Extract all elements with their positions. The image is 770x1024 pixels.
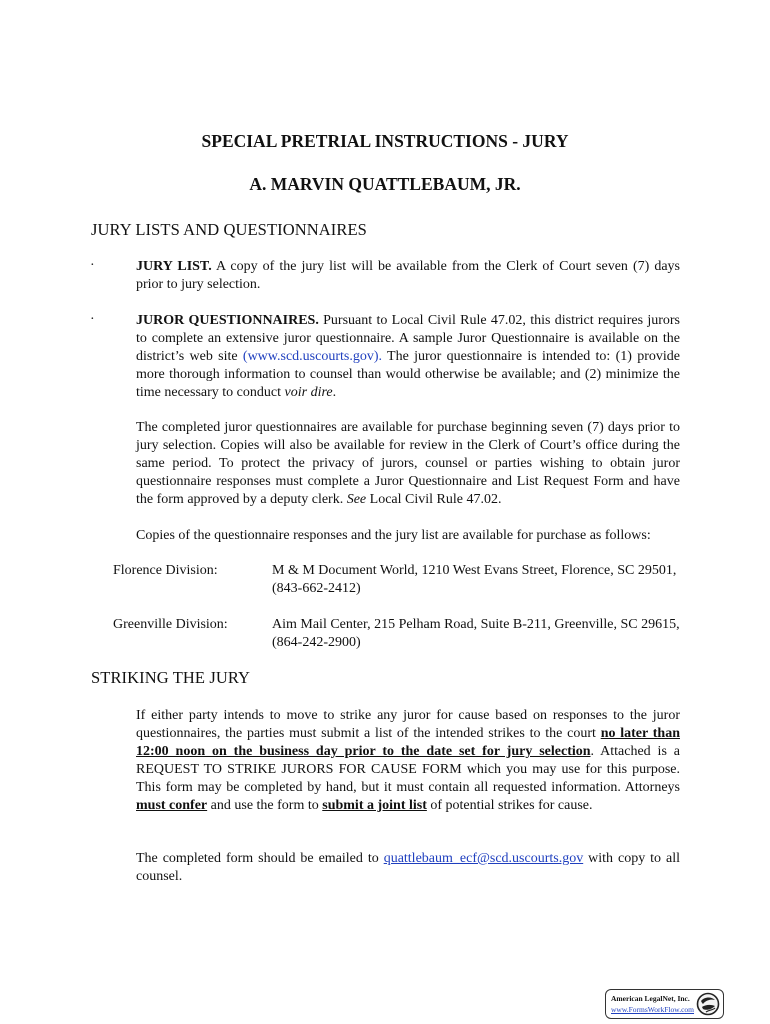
greenville-division-label: Greenville Division:	[113, 617, 228, 632]
strike-text-end: of potential strikes for cause.	[426, 798, 593, 813]
bullet-marker: ·	[90, 312, 95, 327]
copies-available-paragraph: Copies of the questionnaire responses and the jury list are available for purchase as follows:	[136, 528, 651, 543]
voir-dire-term: voir dire	[284, 385, 333, 400]
must-confer-text: must confer	[136, 798, 208, 813]
strike-instructions-paragraph	[136, 707, 680, 815]
purchase-text: The completed juror questionnaires are available for purchase beginning seven (7) days prior to jury selection. Copies will also be available for review in the Clerk of Court’s office during the same period. To protect the privacy of jurors, counsel or parties wishing to obtain juror questionnaire responses must complete a Juror Questionnaire and List Request Form and have the form approved by a deputy clerk.	[136, 420, 680, 507]
sentence-end: .	[332, 385, 337, 400]
florence-division-label: Florence Division:	[113, 563, 218, 578]
deadline-text: no later than 12:00 noon on the business day prior to the date set for jury selection	[136, 726, 680, 759]
footer-site-link[interactable]: www.FormsWorkFlow.com	[611, 1005, 695, 1014]
questionnaire-text-continued: The juror questionnaire is intended to: (1) provide more thorough information to counsel than would otherwise be available; and (2) minimize the time necessary to conduct	[136, 349, 680, 400]
judge-name: A. MARVIN QUATTLEBAUM, JR.	[249, 174, 521, 194]
rule-reference: Local Civil Rule 47.02.	[366, 492, 502, 507]
email-text-end: with copy to all counsel.	[136, 851, 680, 884]
jury-list-paragraph	[136, 258, 680, 294]
email-text: The completed form should be emailed to	[136, 851, 384, 866]
globe-logo-icon	[696, 992, 720, 1016]
court-website-link[interactable]: (www.scd.uscourts.gov).	[242, 349, 382, 364]
greenville-division-address: Aim Mail Center, 215 Pelham Road, Suite B-211, Greenville, SC 29615, (864-242-2900)	[272, 617, 680, 650]
footer-company: American LegalNet, Inc.	[611, 994, 690, 1003]
strike-form-text: . Attached is a REQUEST TO STRIKE JURORS FOR CAUSE FORM which you may use for this purpose. This form may be completed by hand, but it must contain all requested information. Attorneys	[136, 744, 680, 795]
juror-questionnaires-label: JUROR QUESTIONNAIRES.	[136, 313, 319, 328]
florence-division-address: M & M Document World, 1210 West Evans Street, Florence, SC 29501, (843-662-2412)	[272, 563, 677, 596]
section-heading-striking-jury: STRIKING THE JURY	[91, 668, 251, 687]
email-instructions-paragraph	[136, 850, 680, 886]
document-title: SPECIAL PRETRIAL INSTRUCTIONS - JURY	[201, 131, 569, 151]
juror-questionnaires-paragraph	[136, 312, 680, 402]
see-reference: See	[346, 492, 367, 507]
email-link[interactable]: quattlebaum_ecf@scd.uscourts.gov	[383, 851, 584, 866]
joint-list-text: submit a joint list	[322, 798, 427, 813]
footer-badge	[605, 989, 724, 1019]
bullet-marker: ·	[90, 258, 95, 273]
jury-list-text: A copy of the jury list will be available from the Clerk of Court seven (7) days prior to jury selection.	[136, 259, 680, 292]
jury-list-label: JURY LIST.	[136, 259, 212, 274]
section-heading-jury-lists: JURY LISTS AND QUESTIONNAIRES	[91, 220, 367, 239]
strike-text-continued: and use the form to	[207, 798, 323, 813]
questionnaire-text: Pursuant to Local Civil Rule 47.02, this district requires jurors to complete an extensive juror questionnaire. A sample Juror Questionnaire is available on the district’s web site	[136, 313, 680, 364]
questionnaire-purchase-paragraph	[136, 419, 680, 509]
strike-text: If either party intends to move to strike any juror for cause based on responses to the juror questionnaires, the parties must submit a list of the intended strikes to the court	[136, 708, 680, 741]
